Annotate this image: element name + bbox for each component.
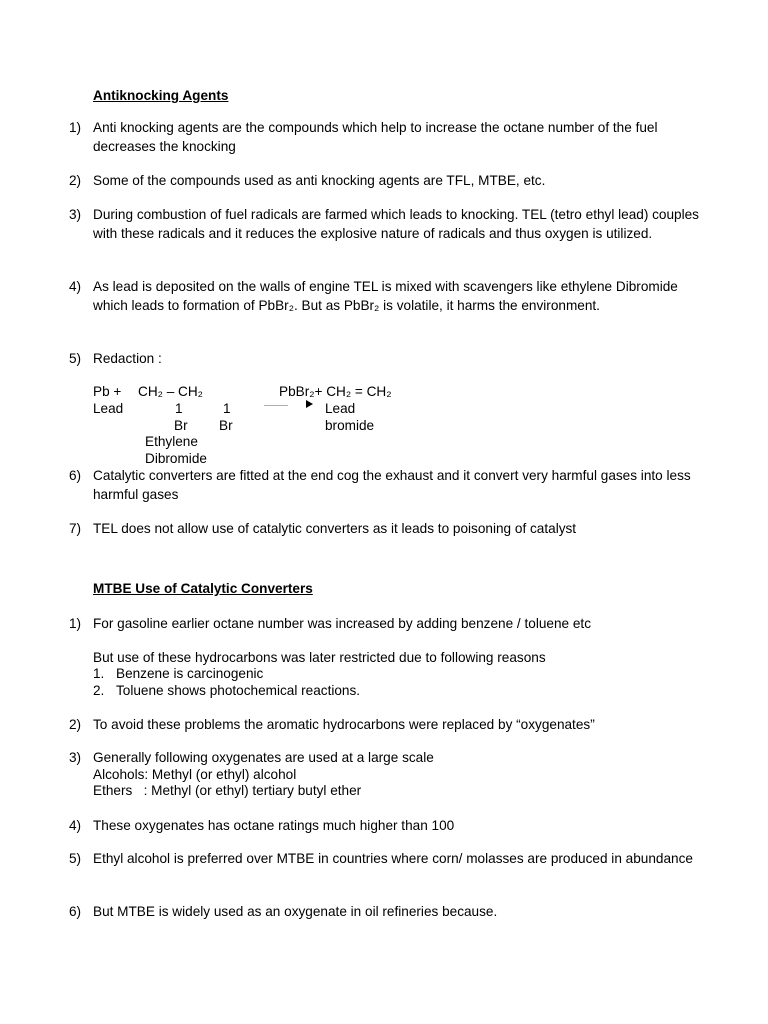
list-number: 4) <box>69 279 82 294</box>
list-number: 2) <box>69 717 82 732</box>
reaction-arrow-line <box>264 405 288 406</box>
section-heading-mtbe: MTBE Use of Catalytic Converters <box>93 581 313 596</box>
list-text: But MTBE is widely used as an oxygenate in oil refineries because. <box>93 904 498 919</box>
list-number: 3) <box>69 750 82 765</box>
reaction-br-2: Br <box>219 418 233 433</box>
list-number: 2) <box>69 173 82 188</box>
list-text: As lead is deposited on the walls of engine TEL is mixed with scavengers like ethylene Dibromide which leads to formation of PbBr₂. But as PbBr₂ is volatile, it harms the environment. <box>93 279 678 313</box>
list-number: 3) <box>69 207 82 222</box>
reaction-ethylene-label: Ethylene <box>145 434 198 449</box>
reaction-product-lead: Lead <box>325 401 356 416</box>
list-text: These oxygenates has octane ratings much higher than 100 <box>93 818 455 833</box>
reaction-product-bromide: bromide <box>325 418 375 433</box>
reason-text: Toluene shows photochemical reactions. <box>116 683 361 698</box>
list-text: Some of the compounds used as anti knocking agents are TFL, MTBE, etc. <box>93 173 546 188</box>
reason-number: 2. <box>93 683 105 698</box>
arrow-right-icon <box>306 400 313 408</box>
list-number: 1) <box>69 120 82 135</box>
list-number: 4) <box>69 818 82 833</box>
list-text: Generally following oxygenates are used at a large scale <box>93 750 434 765</box>
reaction-br-1: Br <box>174 418 188 433</box>
list-number: 5) <box>69 851 82 866</box>
list-text: Ethyl alcohol is preferred over MTBE in countries where corn/ molasses are produced in abundance <box>93 851 693 866</box>
oxygenate-alcohols: Alcohols: Methyl (or ethyl) alcohol <box>93 767 297 782</box>
list-text: For gasoline earlier octane number was increased by adding benzene / toluene etc <box>93 616 591 631</box>
reaction-product-formula: PbBr₂+ CH₂ = CH₂ <box>279 384 392 399</box>
list-text: Catalytic converters are fitted at the end cog the exhaust and it convert very harmful gases into less harmful gases <box>93 468 691 502</box>
list-text: Anti knocking agents are the compounds which help to increase the octane number of the fuel decreases the knocking <box>93 120 658 154</box>
list-number: 7) <box>69 521 82 536</box>
reason-number: 1. <box>93 666 105 681</box>
list-number: 5) <box>69 351 82 366</box>
list-text: To avoid these problems the aromatic hydrocarbons were replaced by “oxygenates” <box>93 717 595 732</box>
restriction-intro: But use of these hydrocarbons was later restricted due to following reasons <box>93 650 546 665</box>
list-number: 6) <box>69 468 82 483</box>
list-number: 6) <box>69 904 82 919</box>
list-text: Redaction : <box>93 351 162 366</box>
oxygenate-ethers: Ethers : Methyl (or ethyl) tertiary butyl ether <box>93 783 362 798</box>
reaction-lead-label: Lead <box>93 401 124 416</box>
list-text: During combustion of fuel radicals are farmed which leads to knocking. TEL (tetro ethyl lead) couples with these radicals and it reduces the explosive nature of radicals and thus oxygen is utilized. <box>93 207 699 241</box>
reaction-bond-2: 1 <box>223 401 231 416</box>
reaction-dibromide-label: Dibromide <box>145 451 207 466</box>
reaction-pb: Pb + <box>93 384 122 399</box>
reason-text: Benzene is carcinogenic <box>116 666 264 681</box>
reaction-bond-1: 1 <box>175 401 183 416</box>
list-number: 1) <box>69 616 82 631</box>
list-text: TEL does not allow use of catalytic converters as it leads to poisoning of catalyst <box>93 521 577 536</box>
section-heading-antiknocking: Antiknocking Agents <box>93 88 229 103</box>
reaction-ethylene-formula: CH₂ – CH₂ <box>138 384 203 399</box>
